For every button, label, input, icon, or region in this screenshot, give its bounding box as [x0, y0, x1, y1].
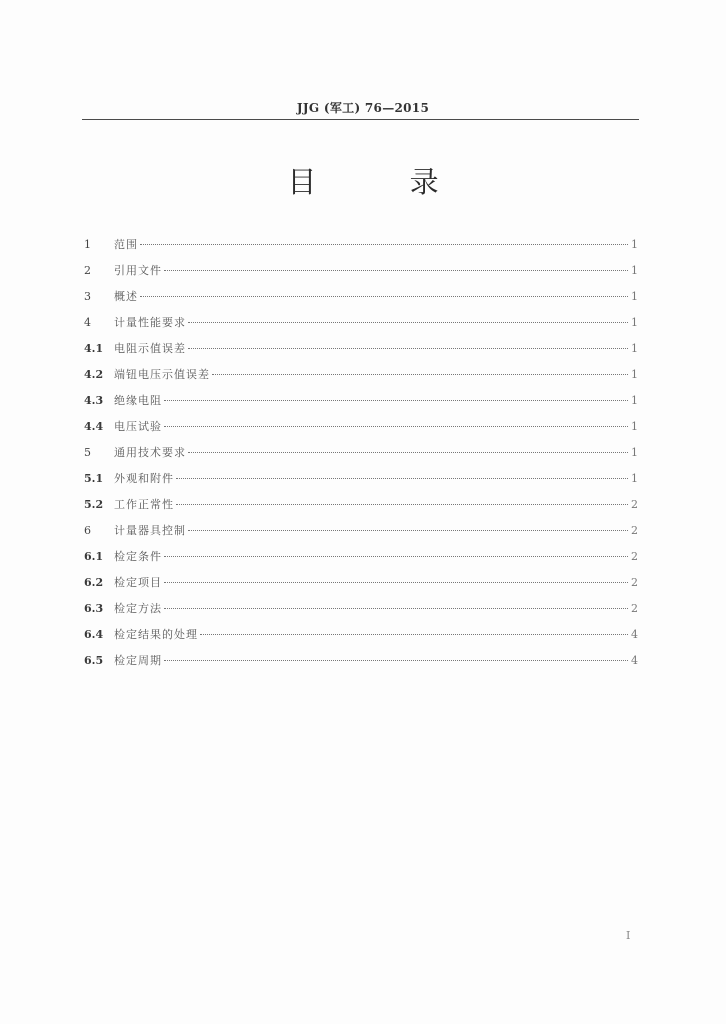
toc-entry[interactable]: [84, 414, 638, 440]
toc-entry-page: 2: [631, 550, 638, 563]
toc-entry-number: 6.2: [84, 576, 104, 589]
toc-entry-label: 外观和附件: [114, 472, 174, 485]
toc-entry-page: 1: [631, 394, 638, 407]
document-header-code: JJG (军工) 76—2015: [296, 101, 430, 115]
toc-entry-page: 2: [631, 498, 638, 511]
toc-entry-page: 1: [631, 420, 638, 433]
toc-entry-number: 2: [84, 264, 91, 277]
toc-entry-page: 1: [631, 238, 638, 251]
toc-entry-page: 2: [631, 602, 638, 615]
toc-entry-number: 4.4: [84, 420, 104, 433]
toc-entry-label: 概述: [114, 290, 138, 303]
toc-entry-label: 检定周期: [114, 654, 162, 667]
page-title: 目 录: [287, 165, 481, 199]
toc-dot-leader: [164, 400, 628, 401]
toc-entry-label: 电压试验: [114, 420, 162, 433]
toc-entry-label: 计量性能要求: [114, 316, 186, 329]
toc-entry-label: 范围: [114, 238, 138, 251]
toc-entry-label: 电阻示值误差: [114, 342, 186, 355]
toc-entry[interactable]: [84, 440, 638, 466]
toc-entry[interactable]: [84, 544, 638, 570]
toc-entry-page: 1: [631, 342, 638, 355]
toc-entry-label: 检定方法: [114, 602, 162, 615]
toc-entry[interactable]: [84, 336, 638, 362]
toc-entry-page: 2: [631, 524, 638, 537]
toc-entry[interactable]: [84, 518, 638, 544]
toc-dot-leader: [164, 660, 628, 661]
toc-dot-leader: [188, 452, 628, 453]
toc-entry-number: 4.1: [84, 342, 104, 355]
toc-entry-label: 端钮电压示值误差: [114, 368, 210, 381]
toc-entry-label: 绝缘电阻: [114, 394, 162, 407]
toc-entry[interactable]: [84, 648, 638, 674]
toc-entry[interactable]: [84, 492, 638, 518]
toc-entry[interactable]: [84, 284, 638, 310]
toc-entry-page: 4: [631, 628, 638, 641]
toc-entry-number: 4: [84, 316, 91, 329]
toc-entry[interactable]: [84, 466, 638, 492]
toc-entry[interactable]: [84, 232, 638, 258]
toc-entry[interactable]: [84, 388, 638, 414]
toc-entry-page: 1: [631, 368, 638, 381]
toc-entry-number: 4.3: [84, 394, 104, 407]
toc-entry-number: 6.1: [84, 550, 104, 563]
toc-entry-page: 1: [631, 446, 638, 459]
toc-entry-page: 1: [631, 316, 638, 329]
toc-dot-leader: [164, 582, 628, 583]
toc-entry-page: 4: [631, 654, 638, 667]
toc-entry[interactable]: [84, 310, 638, 336]
toc-dot-leader: [164, 608, 628, 609]
toc-dot-leader: [188, 322, 628, 323]
toc-entry-label: 工作正常性: [114, 498, 174, 511]
toc-dot-leader: [164, 426, 628, 427]
toc-entry-label: 计量器具控制: [114, 524, 186, 537]
toc-dot-leader: [212, 374, 628, 375]
toc-entry[interactable]: [84, 362, 638, 388]
toc-entry-number: 3: [84, 290, 91, 303]
toc-entry-number: 6: [84, 524, 91, 537]
toc-entry-label: 检定条件: [114, 550, 162, 563]
toc-entry-number: 1: [84, 238, 91, 251]
toc-dot-leader: [176, 504, 628, 505]
toc-dot-leader: [164, 556, 628, 557]
toc-entry-number: 6.3: [84, 602, 104, 615]
toc-entry[interactable]: [84, 570, 638, 596]
toc-entry-page: 1: [631, 472, 638, 485]
toc-entry-number: 5.2: [84, 498, 104, 511]
toc-entry-label: 检定项目: [114, 576, 162, 589]
toc-entry-number: 5: [84, 446, 91, 459]
table-of-contents: [84, 232, 638, 674]
toc-entry-number: 5.1: [84, 472, 104, 485]
toc-entry-number: 6.4: [84, 628, 104, 641]
toc-entry[interactable]: [84, 258, 638, 284]
toc-entry[interactable]: [84, 622, 638, 648]
header-divider: [82, 119, 639, 120]
toc-entry-label: 通用技术要求: [114, 446, 186, 459]
toc-dot-leader: [188, 348, 628, 349]
toc-entry-number: 6.5: [84, 654, 104, 667]
toc-dot-leader: [164, 270, 628, 271]
toc-dot-leader: [188, 530, 628, 531]
toc-entry-page: 2: [631, 576, 638, 589]
toc-dot-leader: [200, 634, 628, 635]
toc-entry-label: 检定结果的处理: [114, 628, 198, 641]
toc-dot-leader: [176, 478, 628, 479]
page-number: I: [626, 929, 631, 942]
toc-entry-number: 4.2: [84, 368, 104, 381]
toc-dot-leader: [140, 296, 628, 297]
toc-entry-label: 引用文件: [114, 264, 162, 277]
toc-entry-page: 1: [631, 264, 638, 277]
toc-dot-leader: [140, 244, 628, 245]
toc-entry-page: 1: [631, 290, 638, 303]
toc-entry[interactable]: [84, 596, 638, 622]
